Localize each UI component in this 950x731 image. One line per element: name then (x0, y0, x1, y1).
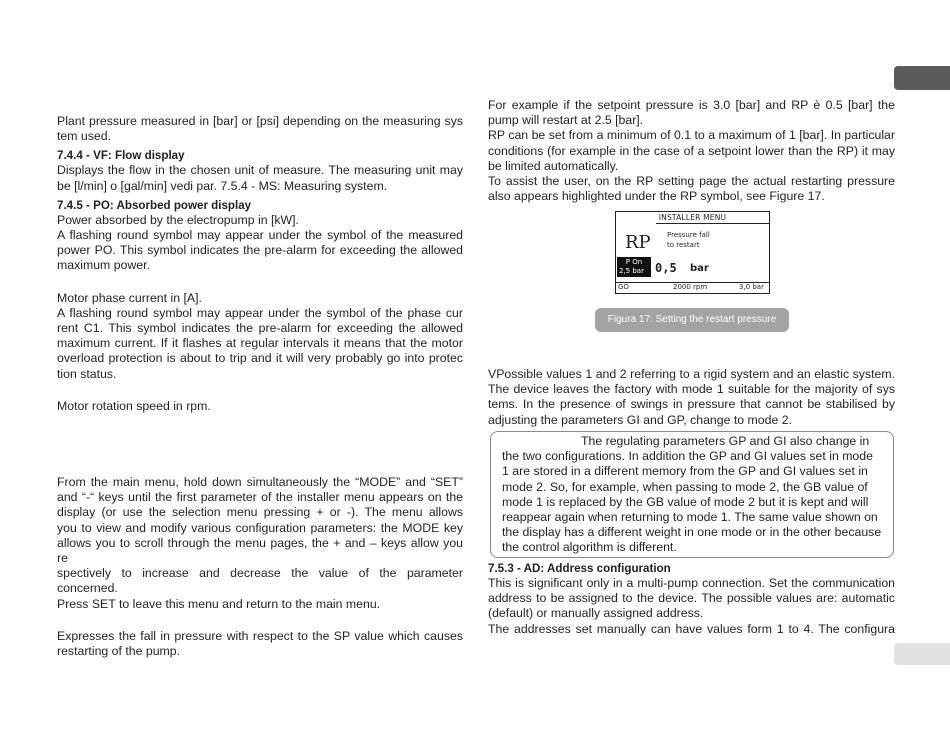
example-text-line: be limited automatically. (488, 158, 619, 173)
rpm-text-line: Motor rotation speed in rpm. (57, 398, 211, 413)
vf-heading: 7.4.4 - VF: Flow display (57, 149, 185, 163)
ad-text-line: (default) or manually assigned address. (488, 606, 704, 621)
example-text-line: To assist the user, on the RP setting page the actual restarting pressure (488, 174, 895, 189)
po-heading: 7.4.5 - PO: Absorbed power display (57, 198, 252, 212)
pressure-text-line: tem used. (57, 129, 111, 144)
ad-section (488, 561, 895, 637)
od-text-line: The device leaves the factory with mode 1 suitable for the majority of sys (488, 382, 895, 397)
note-text-line: 1 are stored in a different memory from the GP and GI values set in (502, 464, 868, 479)
page-tab-marker (894, 66, 950, 90)
lcd-parameter-symbol: RP (625, 232, 651, 253)
od-text-line: tems. In the presence of swings in pressure that cannot be stabilised by (488, 397, 895, 412)
ad-text-line: address to be assigned to the device. The possible values are: automatic (488, 591, 895, 606)
note-text-line: mode 1 is replaced by the GB value of mode 2 but it is kept and will (502, 494, 869, 509)
lcd-pon-highlight (617, 257, 651, 277)
od-text-line: VPossible values 1 and 2 referring to a rigid system and an elastic system. (488, 367, 895, 381)
rp-text-line: restarting of the pump. (57, 644, 181, 659)
example-text-line: also appears highlighted under the RP symbol, see Figure 17. (488, 189, 825, 204)
lcd-pon-value: 2,5 bar (619, 267, 644, 275)
installer-text-line: Press SET to leave this menu and return to the main menu. (57, 596, 381, 611)
od-text-line: adjusting the parameters GI and GP, change to mode 2. (488, 412, 792, 427)
ad-text-line: The addresses set manually can have values form 1 to 4. The configura (488, 621, 895, 636)
installer-text-line: and “-“ keys until the first parameter of the installer menu appears on the (57, 490, 463, 505)
c1-text-line: Motor phase current in [A]. (57, 290, 202, 305)
note-text-line: mode 2. So, for example, when passing to mode 2, the GB value of (502, 479, 868, 494)
po-text-line: Power absorbed by the electropump in [kW]. (57, 212, 299, 227)
example-text-line: conditions (for example in the case of a setpoint lower than the RP) it may (488, 143, 895, 158)
ad-text-line: This is significant only in a multi-pump connection. Set the communication (488, 576, 895, 590)
c1-text-line: A flashing round symbol may appear under the symbol of the phase cur (57, 305, 463, 320)
vf-text-line: Displays the flow in the chosen unit of measure. The measuring unit may (57, 163, 463, 178)
vf-text-line: be [l/min] o [gal/min] vedi par. 7.5.4 - MS: Measuring system. (57, 178, 388, 193)
pressure-text-line: Plant pressure measured in [bar] or [psi] depending on the measuring sys (57, 114, 463, 128)
lcd-footer-right: 3,0 bar (739, 283, 764, 291)
right-column (488, 98, 895, 204)
lcd-divider (656, 223, 769, 224)
c1-text-line: overload protection is about to trip and it will very probably go into protec (57, 351, 463, 366)
note-box (490, 431, 894, 558)
lcd-value: 0,5 (655, 261, 677, 275)
po-text-line: power PO. This symbol indicates the pre-alarm for exceeding the allowed (57, 243, 463, 258)
od-section (488, 367, 895, 428)
po-text-line: maximum power. (57, 258, 150, 273)
c1-text-line: rent C1. This symbol indicates the pre-alarm for exceeding the allowed (57, 321, 463, 336)
rp-text-line: Expresses the fall in pressure with respect to the SP value which causes (57, 628, 463, 643)
lcd-display-figure (615, 211, 770, 294)
lcd-description-line: Pressure fall (667, 231, 710, 239)
note-text-line: the control algorithm is different. (502, 540, 677, 555)
installer-text-line: you to view and modify various configuration parameters: the MODE key (57, 520, 463, 535)
note-text-line: The regulating parameters GP and GI also change in (581, 434, 870, 448)
example-text-line: RP can be set from a minimum of 0.1 to a maximum of 1 [bar]. In particular (488, 128, 895, 143)
c1-text-line: tion status. (57, 366, 117, 381)
lcd-menu-title: INSTALLER MENU (658, 213, 727, 222)
lcd-unit: bar (690, 263, 709, 274)
note-text-line: reappear again when returning to mode 1. The same value shown on (502, 510, 878, 525)
installer-text-line: spectively to increase and decrease the value of the parameter concerned. (57, 566, 463, 596)
left-column (57, 114, 463, 659)
note-text-line: the display has a different weight in one mode or in the other because (502, 525, 882, 540)
c1-text-line: maximum current. If it flashes at regular intervals it means that the motor (57, 336, 463, 351)
installer-text-line: From the main menu, hold down simultaneously the “MODE” and “SET” (57, 475, 463, 490)
lcd-description-line: to restart (667, 241, 700, 249)
installer-text-line: allows you to scroll through the menu pages, the + and – keys allow you re (57, 535, 463, 566)
lcd-footer-left: GO (618, 283, 629, 291)
lcd-pon-label: P On (625, 258, 643, 266)
page-tab-marker-bottom (894, 643, 950, 665)
installer-text-line: display (or use the selection menu pressing + or -). The menu allows (57, 505, 463, 520)
note-text-line: the two configurations. In addition the GP and GI values set in mode (502, 449, 873, 464)
figure-caption: Figura 17: Setting the restart pressure (595, 308, 789, 332)
po-text-line: A flashing round symbol may appear under the symbol of the measured (57, 228, 463, 243)
example-text-line: pump will restart at 2.5 [bar]. (488, 113, 644, 128)
lcd-footer-mid: 2000 rpm (673, 283, 708, 291)
ad-heading: 7.5.3 - AD: Address configuration (488, 562, 671, 575)
example-text-line: For example if the setpoint pressure is 3.0 [bar] and RP è 0.5 [bar] the (488, 98, 895, 112)
